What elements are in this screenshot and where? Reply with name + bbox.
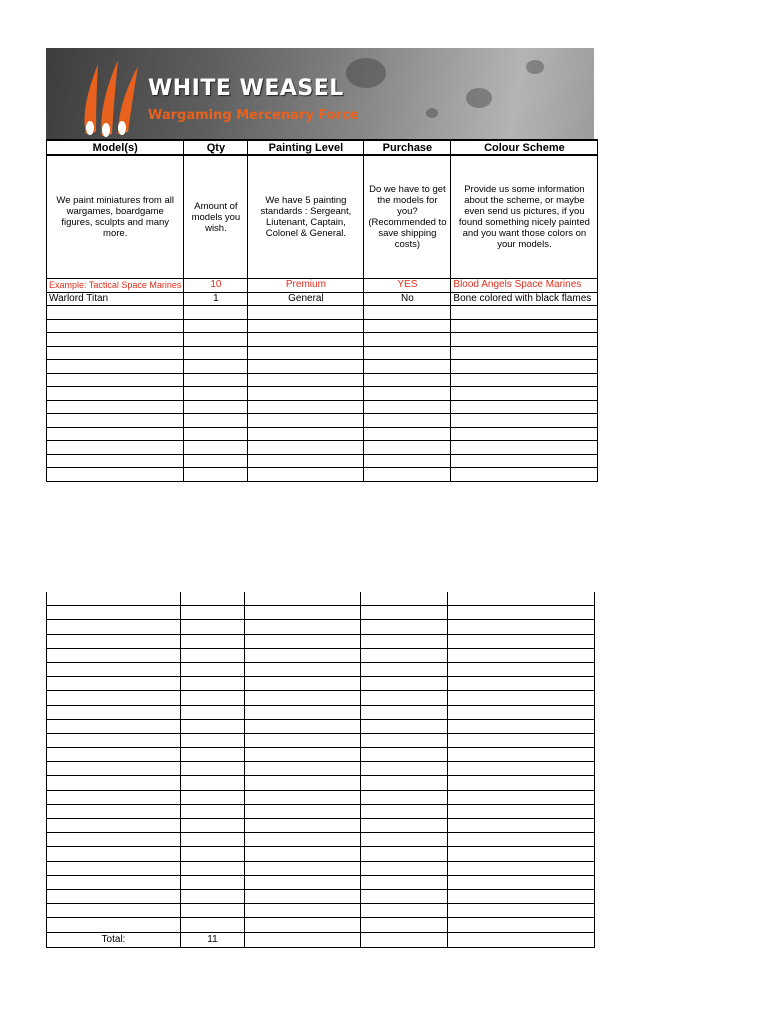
empty-cell[interactable] xyxy=(47,648,181,662)
empty-cell[interactable] xyxy=(448,804,595,818)
empty-cell[interactable] xyxy=(248,360,364,374)
empty-cell[interactable] xyxy=(451,400,598,414)
column-header-purchase: Purchase xyxy=(364,140,451,155)
empty-cell[interactable] xyxy=(47,833,181,847)
empty-cell[interactable] xyxy=(181,705,245,719)
empty-cell[interactable] xyxy=(245,847,361,861)
empty-cell[interactable] xyxy=(245,748,361,762)
table-row xyxy=(47,648,595,662)
column-header-colour-scheme: Colour Scheme xyxy=(451,140,598,155)
table-row xyxy=(47,662,595,676)
empty-cell[interactable] xyxy=(451,441,598,455)
empty-cell[interactable] xyxy=(361,918,448,932)
empty-cell[interactable] xyxy=(361,819,448,833)
empty-cell[interactable] xyxy=(361,606,448,620)
table-row xyxy=(47,861,595,875)
brand-name: WHITE WEASEL xyxy=(148,76,344,101)
empty-cell[interactable] xyxy=(47,804,181,818)
empty-cell[interactable] xyxy=(364,454,451,468)
paint-splatter xyxy=(526,60,544,74)
description-qty: Amount of models you wish. xyxy=(184,155,248,279)
empty-cell[interactable] xyxy=(361,889,448,903)
empty-cell[interactable] xyxy=(248,454,364,468)
empty-cell[interactable] xyxy=(248,333,364,347)
empty-cell[interactable] xyxy=(361,932,448,947)
empty-cell[interactable] xyxy=(184,387,248,401)
table-row xyxy=(47,833,595,847)
empty-cell[interactable] xyxy=(361,804,448,818)
empty-cell[interactable] xyxy=(364,319,451,333)
empty-cell[interactable] xyxy=(47,606,181,620)
empty-cell[interactable] xyxy=(181,861,245,875)
table-row xyxy=(47,875,595,889)
empty-cell[interactable] xyxy=(47,387,184,401)
example-row xyxy=(47,279,598,293)
empty-cell[interactable] xyxy=(47,373,184,387)
empty-cell[interactable] xyxy=(361,662,448,676)
empty-cell[interactable] xyxy=(361,847,448,861)
empty-cell[interactable] xyxy=(245,932,361,947)
painting-level-cell[interactable]: General xyxy=(248,292,364,306)
empty-cell[interactable] xyxy=(248,427,364,441)
empty-cell[interactable] xyxy=(181,677,245,691)
empty-cell[interactable] xyxy=(47,634,181,648)
empty-cell[interactable] xyxy=(245,889,361,903)
paint-splatter xyxy=(346,58,386,88)
empty-cell[interactable] xyxy=(451,346,598,360)
empty-cell[interactable] xyxy=(47,819,181,833)
empty-cell[interactable] xyxy=(184,454,248,468)
empty-cell[interactable] xyxy=(47,918,181,932)
empty-cell[interactable] xyxy=(184,333,248,347)
table-row xyxy=(47,918,595,932)
empty-cell[interactable] xyxy=(448,932,595,947)
empty-cell[interactable] xyxy=(361,861,448,875)
empty-cell[interactable] xyxy=(451,306,598,320)
empty-cell[interactable] xyxy=(361,733,448,747)
empty-cell[interactable] xyxy=(181,804,245,818)
empty-cell[interactable] xyxy=(361,762,448,776)
empty-cell[interactable] xyxy=(451,333,598,347)
empty-cell[interactable] xyxy=(448,904,595,918)
empty-cell[interactable] xyxy=(245,592,361,606)
empty-cell[interactable] xyxy=(47,847,181,861)
column-header-qty: Qty xyxy=(184,140,248,155)
empty-cell[interactable] xyxy=(364,360,451,374)
empty-cell[interactable] xyxy=(47,904,181,918)
empty-cell[interactable] xyxy=(47,889,181,903)
empty-cell[interactable] xyxy=(47,427,184,441)
empty-cell[interactable] xyxy=(448,889,595,903)
empty-cell[interactable] xyxy=(448,705,595,719)
empty-cell[interactable] xyxy=(245,662,361,676)
empty-cell[interactable] xyxy=(245,691,361,705)
example-purchase-cell[interactable]: YES xyxy=(364,279,451,293)
table-row xyxy=(47,762,595,776)
empty-cell[interactable] xyxy=(181,776,245,790)
empty-cell[interactable] xyxy=(364,346,451,360)
empty-cell[interactable] xyxy=(47,662,181,676)
empty-cell[interactable] xyxy=(245,606,361,620)
table-row xyxy=(47,400,598,414)
empty-cell[interactable] xyxy=(181,606,245,620)
empty-cell[interactable] xyxy=(364,400,451,414)
empty-cell[interactable] xyxy=(361,875,448,889)
table-row xyxy=(47,904,595,918)
table-row xyxy=(47,441,598,455)
empty-cell[interactable] xyxy=(245,861,361,875)
empty-cell[interactable] xyxy=(448,592,595,606)
header-banner xyxy=(46,48,594,139)
description-models: We paint miniatures from all wargames, boardgame figures, sculpts and many more. xyxy=(47,155,184,279)
empty-cell[interactable] xyxy=(361,719,448,733)
table-row xyxy=(47,427,598,441)
empty-cell[interactable] xyxy=(245,904,361,918)
table-row xyxy=(47,847,595,861)
empty-cell[interactable] xyxy=(361,904,448,918)
empty-cell[interactable] xyxy=(245,804,361,818)
purchase-cell[interactable]: No xyxy=(364,292,451,306)
header-row xyxy=(47,140,598,155)
empty-cell[interactable] xyxy=(448,662,595,676)
empty-cell[interactable] xyxy=(248,414,364,428)
table-row xyxy=(47,414,598,428)
empty-cell[interactable] xyxy=(184,360,248,374)
empty-cell[interactable] xyxy=(181,691,245,705)
empty-cell[interactable] xyxy=(364,468,451,482)
order-table-continued xyxy=(46,592,595,948)
empty-cell[interactable] xyxy=(448,733,595,747)
empty-cell[interactable] xyxy=(47,748,181,762)
table-row xyxy=(47,360,598,374)
empty-cell[interactable] xyxy=(448,833,595,847)
empty-cell[interactable] xyxy=(245,648,361,662)
empty-cell[interactable] xyxy=(448,719,595,733)
table-row xyxy=(47,346,598,360)
empty-cell[interactable] xyxy=(364,387,451,401)
order-table xyxy=(46,139,598,482)
table-row xyxy=(47,819,595,833)
empty-cell[interactable] xyxy=(181,592,245,606)
table-row xyxy=(47,790,595,804)
empty-cell[interactable] xyxy=(47,319,184,333)
empty-cell[interactable] xyxy=(184,427,248,441)
empty-cell[interactable] xyxy=(47,762,181,776)
empty-cell[interactable] xyxy=(184,400,248,414)
example-model-cell[interactable]: Example: Tactical Space Marines xyxy=(47,279,184,293)
empty-cell[interactable] xyxy=(361,790,448,804)
empty-cell[interactable] xyxy=(47,861,181,875)
empty-cell[interactable] xyxy=(245,776,361,790)
description-painting-level: We have 5 painting standards : Sergeant, Liutenant, Captain, Colonel & General. xyxy=(248,155,364,279)
empty-cell[interactable] xyxy=(181,918,245,932)
table-row xyxy=(47,306,598,320)
empty-cell[interactable] xyxy=(448,847,595,861)
table-row xyxy=(47,634,595,648)
empty-cell[interactable] xyxy=(361,648,448,662)
table-row xyxy=(47,333,598,347)
empty-cell[interactable] xyxy=(181,819,245,833)
empty-cell[interactable] xyxy=(181,662,245,676)
empty-cell[interactable] xyxy=(248,306,364,320)
empty-cell[interactable] xyxy=(248,468,364,482)
model-cell[interactable]: Warlord Titan xyxy=(47,292,184,306)
total-qty-value: 11 xyxy=(181,932,245,947)
empty-cell[interactable] xyxy=(448,875,595,889)
empty-cell[interactable] xyxy=(47,677,181,691)
empty-cell[interactable] xyxy=(248,319,364,333)
empty-cell[interactable] xyxy=(245,918,361,932)
empty-cell[interactable] xyxy=(47,441,184,455)
column-header-models: Model(s) xyxy=(47,140,184,155)
paint-splatter xyxy=(426,108,438,118)
table-row xyxy=(47,468,598,482)
empty-cell[interactable] xyxy=(245,833,361,847)
table-row xyxy=(47,748,595,762)
empty-cell[interactable] xyxy=(47,620,181,634)
empty-cell[interactable] xyxy=(47,333,184,347)
empty-cell[interactable] xyxy=(448,677,595,691)
empty-cell[interactable] xyxy=(245,719,361,733)
brand-tagline: Wargaming Mercenary Force xyxy=(148,108,359,123)
empty-cell[interactable] xyxy=(184,468,248,482)
empty-cell[interactable] xyxy=(47,346,184,360)
empty-cell[interactable] xyxy=(361,748,448,762)
empty-cell[interactable] xyxy=(448,776,595,790)
empty-cell[interactable] xyxy=(364,414,451,428)
empty-cell[interactable] xyxy=(245,677,361,691)
column-header-painting-level: Painting Level xyxy=(248,140,364,155)
total-label: Total: xyxy=(47,932,181,947)
empty-cell[interactable] xyxy=(181,904,245,918)
table-row xyxy=(47,691,595,705)
empty-cell[interactable] xyxy=(47,776,181,790)
empty-cell[interactable] xyxy=(181,719,245,733)
table-row xyxy=(47,889,595,903)
empty-cell[interactable] xyxy=(248,441,364,455)
table-row xyxy=(47,776,595,790)
empty-cell[interactable] xyxy=(448,634,595,648)
empty-cell[interactable] xyxy=(451,427,598,441)
table-row xyxy=(47,733,595,747)
empty-cell[interactable] xyxy=(448,648,595,662)
empty-cell[interactable] xyxy=(361,677,448,691)
empty-cell[interactable] xyxy=(181,889,245,903)
paint-splatter xyxy=(466,88,492,108)
table-row xyxy=(47,804,595,818)
empty-cell[interactable] xyxy=(47,468,184,482)
empty-cell[interactable] xyxy=(245,634,361,648)
empty-cell[interactable] xyxy=(248,346,364,360)
table-row xyxy=(47,454,598,468)
empty-cell[interactable] xyxy=(361,592,448,606)
empty-cell[interactable] xyxy=(361,691,448,705)
table-row xyxy=(47,387,598,401)
empty-cell[interactable] xyxy=(245,819,361,833)
empty-cell[interactable] xyxy=(451,468,598,482)
empty-cell[interactable] xyxy=(181,748,245,762)
empty-cell[interactable] xyxy=(181,634,245,648)
empty-cell[interactable] xyxy=(47,705,181,719)
empty-cell[interactable] xyxy=(451,373,598,387)
empty-cell[interactable] xyxy=(181,875,245,889)
empty-cell[interactable] xyxy=(451,387,598,401)
empty-cell[interactable] xyxy=(451,360,598,374)
empty-cell[interactable] xyxy=(181,620,245,634)
example-level-cell[interactable]: Premium xyxy=(248,279,364,293)
empty-cell[interactable] xyxy=(361,833,448,847)
table-row xyxy=(47,719,595,733)
empty-cell[interactable] xyxy=(448,861,595,875)
table-row xyxy=(47,705,595,719)
empty-cell[interactable] xyxy=(245,762,361,776)
empty-cell[interactable] xyxy=(364,427,451,441)
empty-cell[interactable] xyxy=(181,847,245,861)
table-row xyxy=(47,319,598,333)
empty-cell[interactable] xyxy=(448,606,595,620)
empty-cell[interactable] xyxy=(361,620,448,634)
empty-cell[interactable] xyxy=(47,306,184,320)
empty-cell[interactable] xyxy=(361,705,448,719)
table-row xyxy=(47,373,598,387)
empty-cell[interactable] xyxy=(364,373,451,387)
example-scheme-cell[interactable]: Blood Angels Space Marines xyxy=(451,279,598,293)
empty-cell[interactable] xyxy=(361,634,448,648)
empty-cell[interactable] xyxy=(47,790,181,804)
empty-cell[interactable] xyxy=(184,346,248,360)
empty-cell[interactable] xyxy=(448,819,595,833)
empty-cell[interactable] xyxy=(361,776,448,790)
empty-cell[interactable] xyxy=(181,833,245,847)
empty-cell[interactable] xyxy=(184,306,248,320)
empty-cell[interactable] xyxy=(181,762,245,776)
qty-cell[interactable]: 1 xyxy=(184,292,248,306)
empty-cell[interactable] xyxy=(448,790,595,804)
empty-cell[interactable] xyxy=(47,400,184,414)
description-colour-scheme: Provide us some information about the scheme, or maybe even send us pictures, if you found something nicely painted and you want those colors on your models. xyxy=(451,155,598,279)
empty-cell[interactable] xyxy=(47,875,181,889)
table-row xyxy=(47,592,595,606)
empty-cell[interactable] xyxy=(181,648,245,662)
empty-cell[interactable] xyxy=(364,333,451,347)
table-row xyxy=(47,292,598,306)
empty-cell[interactable] xyxy=(245,733,361,747)
empty-cell[interactable] xyxy=(184,441,248,455)
empty-cell[interactable] xyxy=(364,306,451,320)
table-row xyxy=(47,677,595,691)
empty-cell[interactable] xyxy=(184,319,248,333)
empty-cell[interactable] xyxy=(47,733,181,747)
empty-cell[interactable] xyxy=(448,691,595,705)
empty-cell[interactable] xyxy=(47,454,184,468)
empty-cell[interactable] xyxy=(451,414,598,428)
empty-cell[interactable] xyxy=(451,454,598,468)
empty-cell[interactable] xyxy=(448,918,595,932)
description-purchase: Do we have to get the models for you? (Recommended to save shipping costs) xyxy=(364,155,451,279)
empty-cell[interactable] xyxy=(248,387,364,401)
table-row xyxy=(47,606,595,620)
empty-cell[interactable] xyxy=(184,414,248,428)
claw-logo-icon xyxy=(76,54,146,138)
empty-cell[interactable] xyxy=(181,790,245,804)
empty-cell[interactable] xyxy=(245,790,361,804)
table-row xyxy=(47,620,595,634)
empty-cell[interactable] xyxy=(364,441,451,455)
empty-cell[interactable] xyxy=(448,620,595,634)
empty-cell[interactable] xyxy=(47,719,181,733)
empty-cell[interactable] xyxy=(248,400,364,414)
empty-cell[interactable] xyxy=(245,875,361,889)
total-row xyxy=(47,932,595,947)
empty-cell[interactable] xyxy=(181,733,245,747)
example-qty-cell[interactable]: 10 xyxy=(184,279,248,293)
empty-cell[interactable] xyxy=(448,762,595,776)
colour-scheme-cell[interactable]: Bone colored with black flames xyxy=(451,292,598,306)
empty-cell[interactable] xyxy=(47,691,181,705)
description-row xyxy=(47,155,598,279)
empty-cell[interactable] xyxy=(47,592,181,606)
empty-cell[interactable] xyxy=(451,319,598,333)
empty-cell[interactable] xyxy=(245,705,361,719)
empty-cell[interactable] xyxy=(448,748,595,762)
empty-cell[interactable] xyxy=(245,620,361,634)
empty-cell[interactable] xyxy=(248,373,364,387)
empty-cell[interactable] xyxy=(184,373,248,387)
empty-cell[interactable] xyxy=(47,414,184,428)
empty-cell[interactable] xyxy=(47,360,184,374)
